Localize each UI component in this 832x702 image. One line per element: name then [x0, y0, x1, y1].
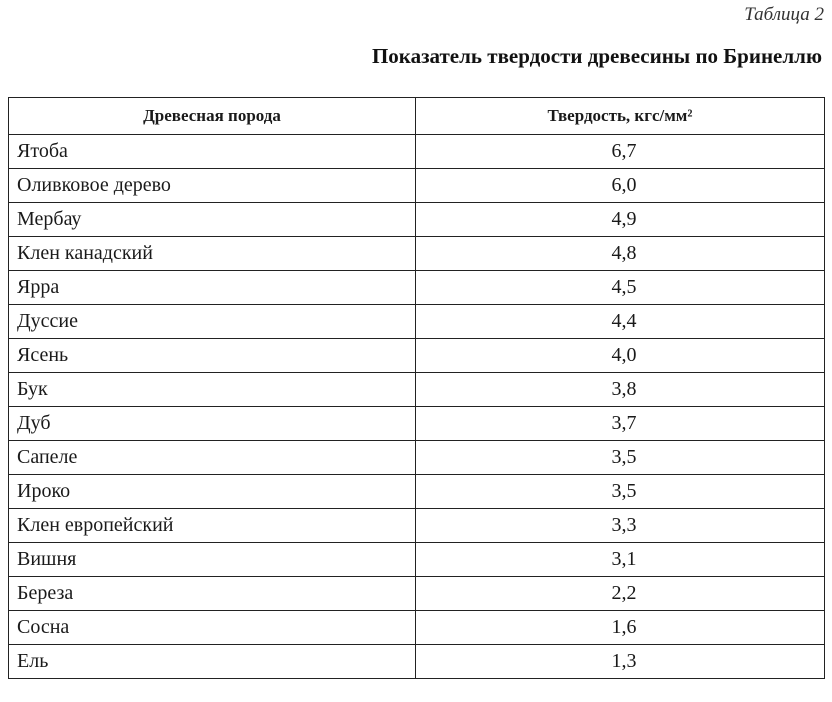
- column-header-hardness: Твердость, кгс/мм²: [416, 98, 825, 135]
- table-row: [9, 577, 825, 611]
- species-cell: Оливковое дерево: [9, 169, 416, 203]
- species-cell: Дуссие: [9, 305, 416, 339]
- hardness-cell: 3,3: [416, 509, 825, 543]
- hardness-cell: 3,1: [416, 543, 825, 577]
- table-row: [9, 373, 825, 407]
- species-cell: Мербау: [9, 203, 416, 237]
- hardness-cell: 4,4: [416, 305, 825, 339]
- hardness-cell: 4,0: [416, 339, 825, 373]
- species-cell: Клен канадский: [9, 237, 416, 271]
- hardness-cell: 1,3: [416, 645, 825, 679]
- table-row: [9, 645, 825, 679]
- table-row: [9, 475, 825, 509]
- species-cell: Дуб: [9, 407, 416, 441]
- table-body: [9, 135, 825, 679]
- hardness-cell: 4,9: [416, 203, 825, 237]
- species-cell: Бук: [9, 373, 416, 407]
- species-cell: Ярра: [9, 271, 416, 305]
- hardness-cell: 3,5: [416, 441, 825, 475]
- hardness-cell: 6,0: [416, 169, 825, 203]
- table-row: [9, 305, 825, 339]
- table-number-label: Таблица 2: [744, 4, 824, 25]
- hardness-cell: 2,2: [416, 577, 825, 611]
- table-row: [9, 407, 825, 441]
- hardness-cell: 4,5: [416, 271, 825, 305]
- hardness-cell: 3,8: [416, 373, 825, 407]
- species-cell: Береза: [9, 577, 416, 611]
- table-row: [9, 441, 825, 475]
- species-cell: Вишня: [9, 543, 416, 577]
- hardness-cell: 3,5: [416, 475, 825, 509]
- species-cell: Сосна: [9, 611, 416, 645]
- species-cell: Сапеле: [9, 441, 416, 475]
- table-row: [9, 169, 825, 203]
- hardness-cell: 3,7: [416, 407, 825, 441]
- table-header-row: [9, 98, 825, 135]
- table-row: [9, 543, 825, 577]
- species-cell: Клен европейский: [9, 509, 416, 543]
- species-cell: Ясень: [9, 339, 416, 373]
- table-row: [9, 509, 825, 543]
- hardness-cell: 4,8: [416, 237, 825, 271]
- species-cell: Ироко: [9, 475, 416, 509]
- hardness-cell: 1,6: [416, 611, 825, 645]
- table-row: [9, 339, 825, 373]
- column-header-species: Древесная порода: [9, 98, 416, 135]
- hardness-table: [8, 97, 825, 679]
- table-row: [9, 611, 825, 645]
- species-cell: Ятоба: [9, 135, 416, 169]
- hardness-cell: 6,7: [416, 135, 825, 169]
- table-row: [9, 271, 825, 305]
- table-title: Показатель твердости древесины по Бринеллю: [371, 44, 822, 68]
- table-row: [9, 237, 825, 271]
- table-row: [9, 135, 825, 169]
- species-cell: Ель: [9, 645, 416, 679]
- table-row: [9, 203, 825, 237]
